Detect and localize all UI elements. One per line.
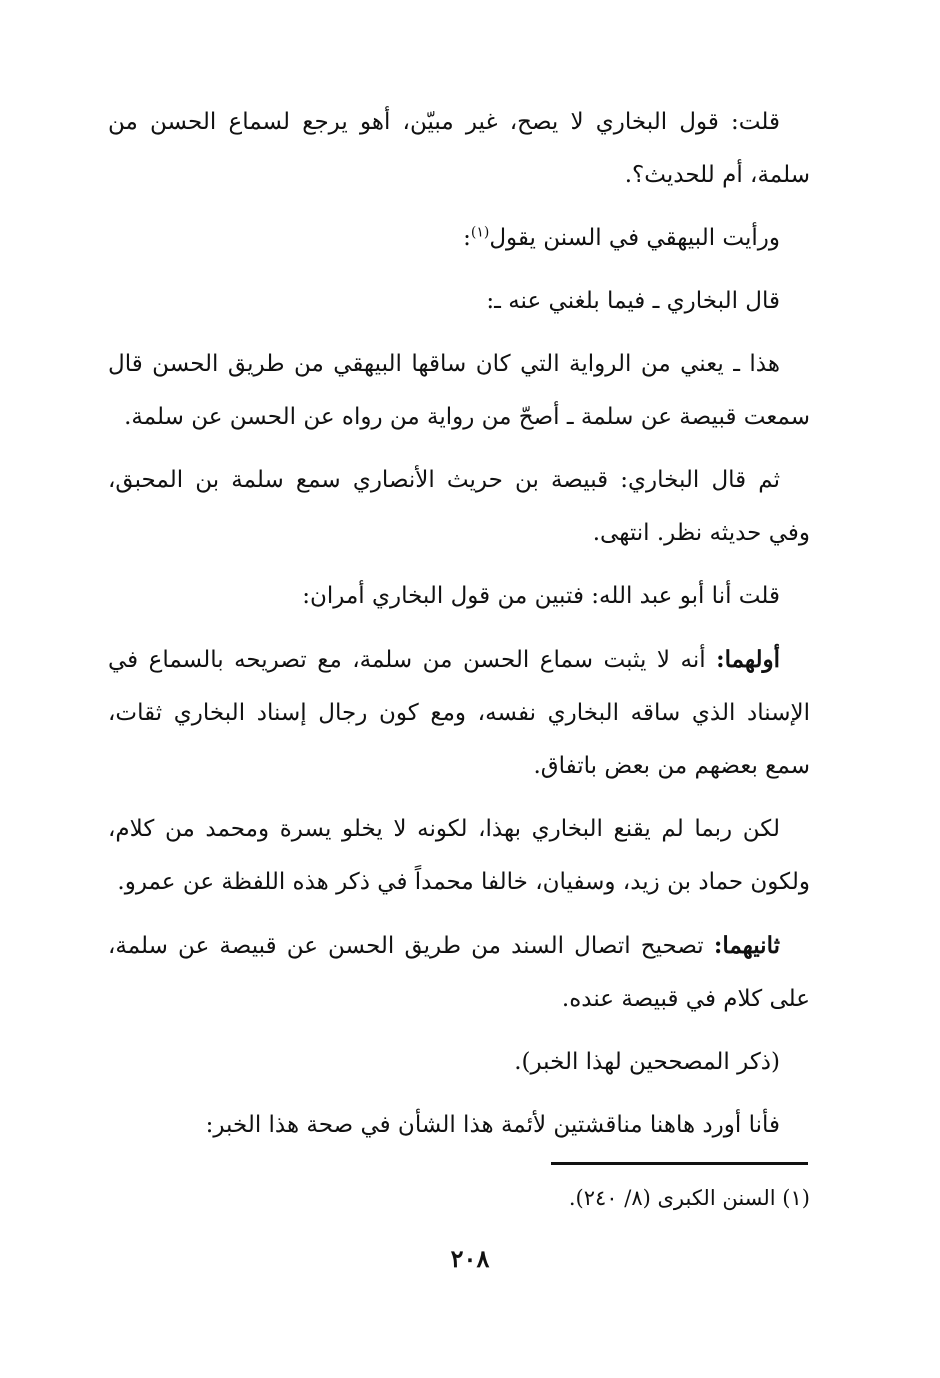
lead-word: ثانيهما: bbox=[713, 932, 780, 959]
lead-word: أولهما: bbox=[716, 646, 780, 673]
paragraph-5: ثم قال البخاري: قبيصة بن حريث الأنصاري سمع سلمة بن المحبق، وفي حديثه نظر. انتهى. bbox=[108, 467, 810, 546]
footnote-divider bbox=[551, 1162, 808, 1165]
body-text bbox=[108, 96, 810, 1162]
paragraph-7: أولهما: أنه لا يثبت سماع الحسن من سلمة، مع تصريحه بالسماع في الإسناد الذي ساقه البخاري نفسه، ومع كون رجال إسناد البخاري ثقات، سمع بعضهم من بعض باتفاق. bbox=[108, 646, 810, 779]
paragraph-10: (ذكر المصححين لهذا الخبر). bbox=[514, 1049, 780, 1075]
paragraph-6: قلت أنا أبو عبد الله: فتبين من قول البخاري أمران: bbox=[302, 583, 780, 609]
footnote: (١) السنن الكبرى (٨/ ٢٤٠). bbox=[568, 1186, 810, 1210]
paragraph-1: قلت: قول البخاري لا يصح، غير مبيّن، أهو يرجع لسماع الحسن من سلمة، أم للحديث؟. bbox=[108, 109, 810, 188]
paragraph-2: ورأيت البيهقي في السنن يقول$^{(١)}$: bbox=[463, 224, 780, 251]
footnote-marker[interactable]: (١) bbox=[470, 224, 490, 241]
paragraph-9: ثانيهما: تصحيح اتصال السند من طريق الحسن عن قبيصة عن سلمة، على كلام في قبيصة عنده. bbox=[108, 932, 810, 1012]
paragraph-3: قال البخاري ـ فيما بلغني عنه ـ: bbox=[486, 288, 780, 314]
paragraph-11: فأنا أورد هاهنا مناقشتين لأئمة هذا الشأن في صحة هذا الخبر: bbox=[205, 1112, 780, 1138]
paragraph-4: هذا ـ يعني من الرواية التي كان ساقها البيهقي من طريق الحسن قال سمعت قبيصة عن سلمة ـ أصحّ من رواية من رواه عن الحسن عن سلمة. bbox=[108, 351, 810, 430]
page-number: ٢٠٨ bbox=[450, 1244, 490, 1273]
paragraph-8: لكن ربما لم يقنع البخاري بهذا، لكونه لا يخلو يسرة ومحمد من كلام، ولكون حماد بن زيد، وسفيان، خالفا محمداً في ذكر هذه اللفظة عن عمرو. bbox=[108, 816, 810, 895]
